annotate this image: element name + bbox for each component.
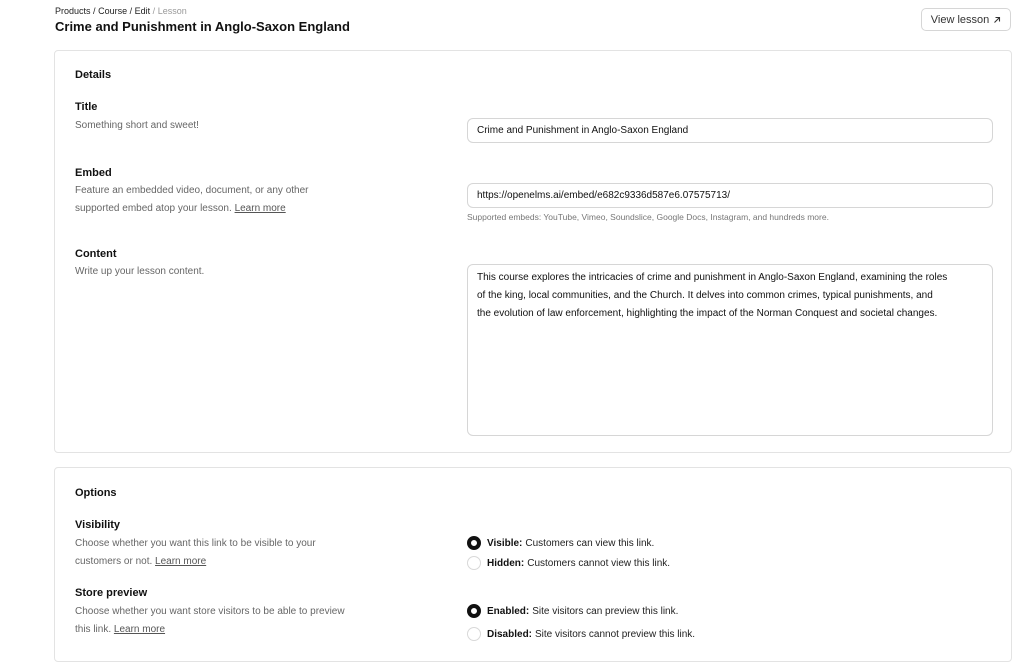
store-preview-learn-more-link[interactable]: Learn more [113, 624, 166, 635]
embed-input[interactable] [467, 183, 993, 208]
store-preview-description: Choose whether you want store visitors to be able to preview this link. Learn more [75, 606, 345, 635]
store-preview-label: Store preview [75, 587, 148, 599]
breadcrumb-course[interactable]: Course [98, 6, 128, 16]
view-lesson-label: View lesson [930, 13, 990, 26]
content-line: of the king, local communities, and the Church. It delves into common crimes, typical punishments, and [477, 290, 933, 301]
content-line: This course explores the intricacies of crime and punishment in Anglo-Saxon England, examining the roles [477, 272, 948, 283]
radio-unselected-icon [467, 556, 481, 570]
breadcrumb-current: Lesson [157, 6, 187, 16]
store-preview-enabled-radio[interactable]: Enabled: Site visitors can preview this link. [467, 604, 678, 618]
visibility-learn-more-link[interactable]: Learn more [155, 556, 207, 567]
title-label: Title [75, 101, 98, 113]
title-input[interactable] [467, 118, 993, 143]
breadcrumb: Products / Course / Edit / Lesson [55, 6, 187, 16]
embed-learn-more-link[interactable]: Learn more [234, 203, 286, 214]
radio-selected-icon [467, 604, 481, 618]
radio-unselected-icon [467, 627, 481, 641]
view-lesson-button[interactable] [921, 8, 1011, 31]
content-line: the evolution of law enforcement, highlighting the impact of the Norman Conquest and societal changes. [477, 308, 938, 319]
details-heading: Details [75, 69, 112, 81]
content-label: Content [75, 248, 117, 260]
title-input-value: Crime and Punishment in Anglo-Saxon England [477, 125, 689, 136]
breadcrumb-edit[interactable]: Edit [134, 6, 151, 16]
options-heading: Options [75, 487, 117, 499]
visibility-description: Choose whether you want this link to be visible to your customers or not. Learn more [75, 538, 316, 567]
arrow-up-right-icon [993, 16, 1001, 24]
page-title: Crime and Punishment in Anglo-Saxon England [55, 19, 350, 34]
embed-input-value: https://openelms.ai/embed/e682c9336d587e6.07575713/ [477, 190, 730, 201]
breadcrumb-products[interactable]: Products [55, 6, 91, 16]
visibility-hidden-radio[interactable]: Hidden: Customers cannot view this link. [467, 556, 670, 570]
title-description: Something short and sweet! [75, 120, 199, 131]
details-card [54, 50, 1012, 453]
embed-label: Embed [75, 167, 112, 179]
embed-hint: Supported embeds: YouTube, Vimeo, Soundslice, Google Docs, Instagram, and hundreds more. [467, 212, 829, 222]
store-preview-disabled-radio[interactable]: Disabled: Site visitors cannot preview this link. [467, 627, 695, 641]
options-card [54, 467, 1012, 662]
radio-selected-icon [467, 536, 481, 550]
visibility-visible-radio[interactable]: Visible: Customers can view this link. [467, 536, 654, 550]
embed-description: Feature an embedded video, document, or any other supported embed atop your lesson. Learn more [75, 185, 309, 214]
content-textarea[interactable] [467, 264, 993, 436]
visibility-label: Visibility [75, 519, 121, 531]
content-description: Write up your lesson content. [75, 266, 205, 277]
